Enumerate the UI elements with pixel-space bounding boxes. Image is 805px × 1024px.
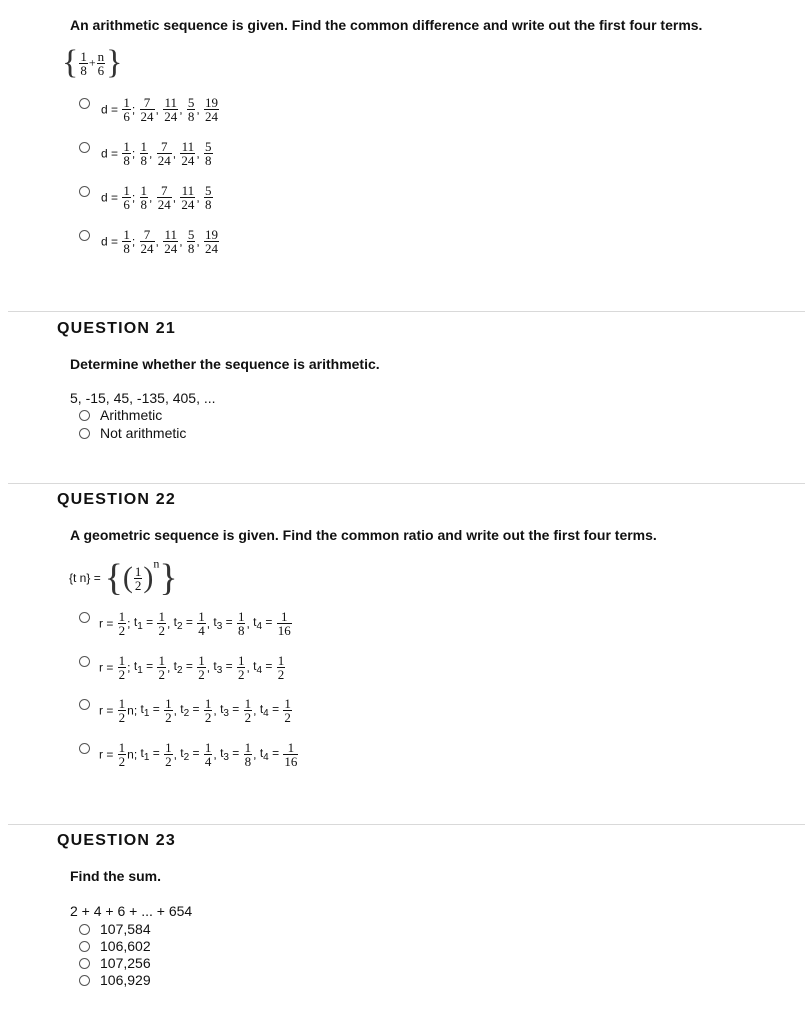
q22-option-2-t2-fraction: $\frac{1}{2}$: [198, 653, 205, 682]
q22-option-2-ratio-fraction: $\frac{1}{2}$: [118, 653, 126, 682]
q20-option-2-radio[interactable]: [79, 142, 90, 153]
q23-option-2-label[interactable]: 106,602: [100, 938, 151, 954]
q22-option-3-label[interactable]: r = $\frac{1}{2}$ n; $t_1$ = $\frac{1}{2}$ , $t_2$ = $\frac{1}{2}$ , $t_3$ = $\frac{1}{2}$ , $t_4$ = $\frac{1}{2}$: [99, 696, 291, 725]
q23-option-3-label[interactable]: 107,256: [100, 955, 151, 971]
q22-option-4-t4-fraction: $\frac{1}{16}$: [284, 740, 298, 769]
q22-option-1-radio[interactable]: [79, 612, 90, 623]
q22-option-4-t3-fraction: $\frac{1}{8}$: [244, 740, 252, 769]
q22-option-1-ratio-fraction: $\frac{1}{2}$: [118, 609, 126, 638]
q20-option-1-term-4: $\frac{19}{24}$: [205, 95, 219, 124]
q20-option-3-term-2: $\frac{7}{24}$: [157, 183, 171, 212]
q20-option-1-label[interactable]: d = $\frac{1}{6}$ ; $\frac{7}{24}$ , $\frac{11}{24}$ , $\frac{5}{8}$ , $\frac{19}{24}$: [101, 95, 219, 124]
q20-option-2-term-4: $\frac{5}{8}$: [205, 139, 212, 168]
q20-option-1-d-fraction: $\frac{1}{6}$: [123, 95, 130, 124]
divider: [8, 824, 805, 825]
q22-option-2-label[interactable]: r = $\frac{1}{2}$ ; $t_1$ = $\frac{1}{2}$ , $t_2$ = $\frac{1}{2}$ , $t_3$ = $\frac{1}{2}$ , $t_4$ = $\frac{1}{2}$: [99, 653, 285, 682]
q20-option-1-term-3: $\frac{5}{8}$: [187, 95, 195, 124]
q20-option-2-term-1: $\frac{1}{8}$: [140, 139, 148, 168]
q23-option-1-label[interactable]: 107,584: [100, 921, 151, 937]
q22-sequence-expression: {t n} = {( $\frac{1}{2}$ )n}: [69, 556, 178, 599]
q23-option-3-radio[interactable]: [79, 958, 90, 969]
q20-option-4-label[interactable]: d = $\frac{1}{8}$ ; $\frac{7}{24}$ , $\frac{11}{24}$ , $\frac{5}{8}$ , $\frac{19}{24}$: [101, 227, 219, 256]
question-21-heading: QUESTION 21: [57, 320, 177, 337]
q21-option-2-radio[interactable]: [79, 428, 90, 439]
q20-option-3-radio[interactable]: [79, 186, 90, 197]
q22-option-1-label[interactable]: r = $\frac{1}{2}$ ; $t_1$ = $\frac{1}{2}$ , $t_2$ = $\frac{1}{4}$ , $t_3$ = $\frac{1}{8}$ , $t_4$ = $\frac{1}{16}$: [99, 609, 291, 638]
question-20-prompt: An arithmetic sequence is given. Find the common difference and write out the first four terms.: [70, 17, 703, 33]
q20-option-4-radio[interactable]: [79, 230, 90, 241]
q20-option-1-term-2: $\frac{11}{24}$: [164, 95, 178, 124]
q22-option-4-ratio-fraction: $\frac{1}{2}$: [118, 740, 126, 769]
q20-option-4-term-4: $\frac{19}{24}$: [205, 227, 219, 256]
q20-option-1-term-1: $\frac{7}{24}$: [140, 95, 154, 124]
question-21-prompt: Determine whether the sequence is arithmetic.: [70, 356, 380, 372]
q20-option-2-label[interactable]: d = $\frac{1}{8}$ ; $\frac{1}{8}$ , $\frac{7}{24}$ , $\frac{11}{24}$ , $\frac{5}{8}$: [101, 139, 212, 168]
q22-option-4-radio[interactable]: [79, 743, 90, 754]
q20-option-3-term-4: $\frac{5}{8}$: [205, 183, 212, 212]
q20-option-3-term-1: $\frac{1}{8}$: [140, 183, 148, 212]
q22-option-1-t1-fraction: $\frac{1}{2}$: [158, 609, 165, 638]
q23-option-4-radio[interactable]: [79, 975, 90, 986]
q22-option-4-t2-fraction: $\frac{1}{4}$: [204, 740, 212, 769]
q22-option-3-radio[interactable]: [79, 699, 90, 710]
question-23-heading: QUESTION 23: [57, 832, 177, 849]
q20-option-4-term-3: $\frac{5}{8}$: [187, 227, 195, 256]
q22-option-1-t3-fraction: $\frac{1}{8}$: [237, 609, 245, 638]
q22-option-1-t2-fraction: $\frac{1}{4}$: [198, 609, 205, 638]
q21-option-1-label[interactable]: Arithmetic: [100, 407, 163, 423]
question-21-sequence: 5, -15, 45, -135, 405, ...: [70, 390, 216, 406]
question-23-expression: 2 + 4 + 6 + ... + 654: [70, 903, 193, 919]
question-23-prompt: Find the sum.: [70, 868, 161, 884]
q22-option-4-label[interactable]: r = $\frac{1}{2}$ n; $t_1$ = $\frac{1}{2}$ , $t_2$ = $\frac{1}{4}$ , $t_3$ = $\frac{1}{8}$ , $t_4$ = $\frac{1}{16}$: [99, 740, 298, 769]
q20-option-4-term-2: $\frac{11}{24}$: [164, 227, 178, 256]
q22-option-3-t3-fraction: $\frac{1}{2}$: [244, 696, 252, 725]
q20-option-2-term-3: $\frac{11}{24}$: [181, 139, 195, 168]
divider: [8, 311, 805, 312]
q20-option-2-term-2: $\frac{7}{24}$: [157, 139, 171, 168]
q23-option-1-radio[interactable]: [79, 924, 90, 935]
q20-option-3-d-fraction: $\frac{1}{6}$: [123, 183, 130, 212]
divider: [8, 483, 805, 484]
q20-option-4-term-1: $\frac{7}{24}$: [140, 227, 154, 256]
q21-option-2-label[interactable]: Not arithmetic: [100, 425, 187, 441]
question-22-prompt: A geometric sequence is given. Find the common ratio and write out the first four terms.: [70, 527, 657, 543]
q21-option-1-radio[interactable]: [79, 410, 90, 421]
q23-option-4-label[interactable]: 106,929: [100, 972, 151, 988]
q20-option-3-label[interactable]: d = $\frac{1}{6}$ ; $\frac{1}{8}$ , $\frac{7}{24}$ , $\frac{11}{24}$ , $\frac{5}{8}$: [101, 183, 212, 212]
q20-option-4-d-fraction: $\frac{1}{8}$: [123, 227, 130, 256]
q22-option-1-t4-fraction: $\frac{1}{16}$: [277, 609, 291, 638]
q22-option-3-t1-fraction: $\frac{1}{2}$: [165, 696, 172, 725]
q22-option-2-radio[interactable]: [79, 656, 90, 667]
question-22-heading: QUESTION 22: [57, 491, 177, 508]
q22-option-3-t4-fraction: $\frac{1}{2}$: [284, 696, 291, 725]
q23-option-2-radio[interactable]: [79, 941, 90, 952]
q22-option-3-ratio-fraction: $\frac{1}{2}$: [118, 696, 126, 725]
q20-option-3-term-3: $\frac{11}{24}$: [181, 183, 195, 212]
q22-option-4-t1-fraction: $\frac{1}{2}$: [165, 740, 172, 769]
q20-option-2-d-fraction: $\frac{1}{8}$: [123, 139, 130, 168]
q22-option-3-t2-fraction: $\frac{1}{2}$: [204, 696, 212, 725]
q20-sequence-expression: { $\frac{1}{8}$ + $\frac{n}{6}$ }: [62, 44, 123, 81]
q20-option-1-radio[interactable]: [79, 98, 90, 109]
q22-option-2-t1-fraction: $\frac{1}{2}$: [158, 653, 165, 682]
q22-option-2-t3-fraction: $\frac{1}{2}$: [237, 653, 245, 682]
q22-option-2-t4-fraction: $\frac{1}{2}$: [277, 653, 285, 682]
